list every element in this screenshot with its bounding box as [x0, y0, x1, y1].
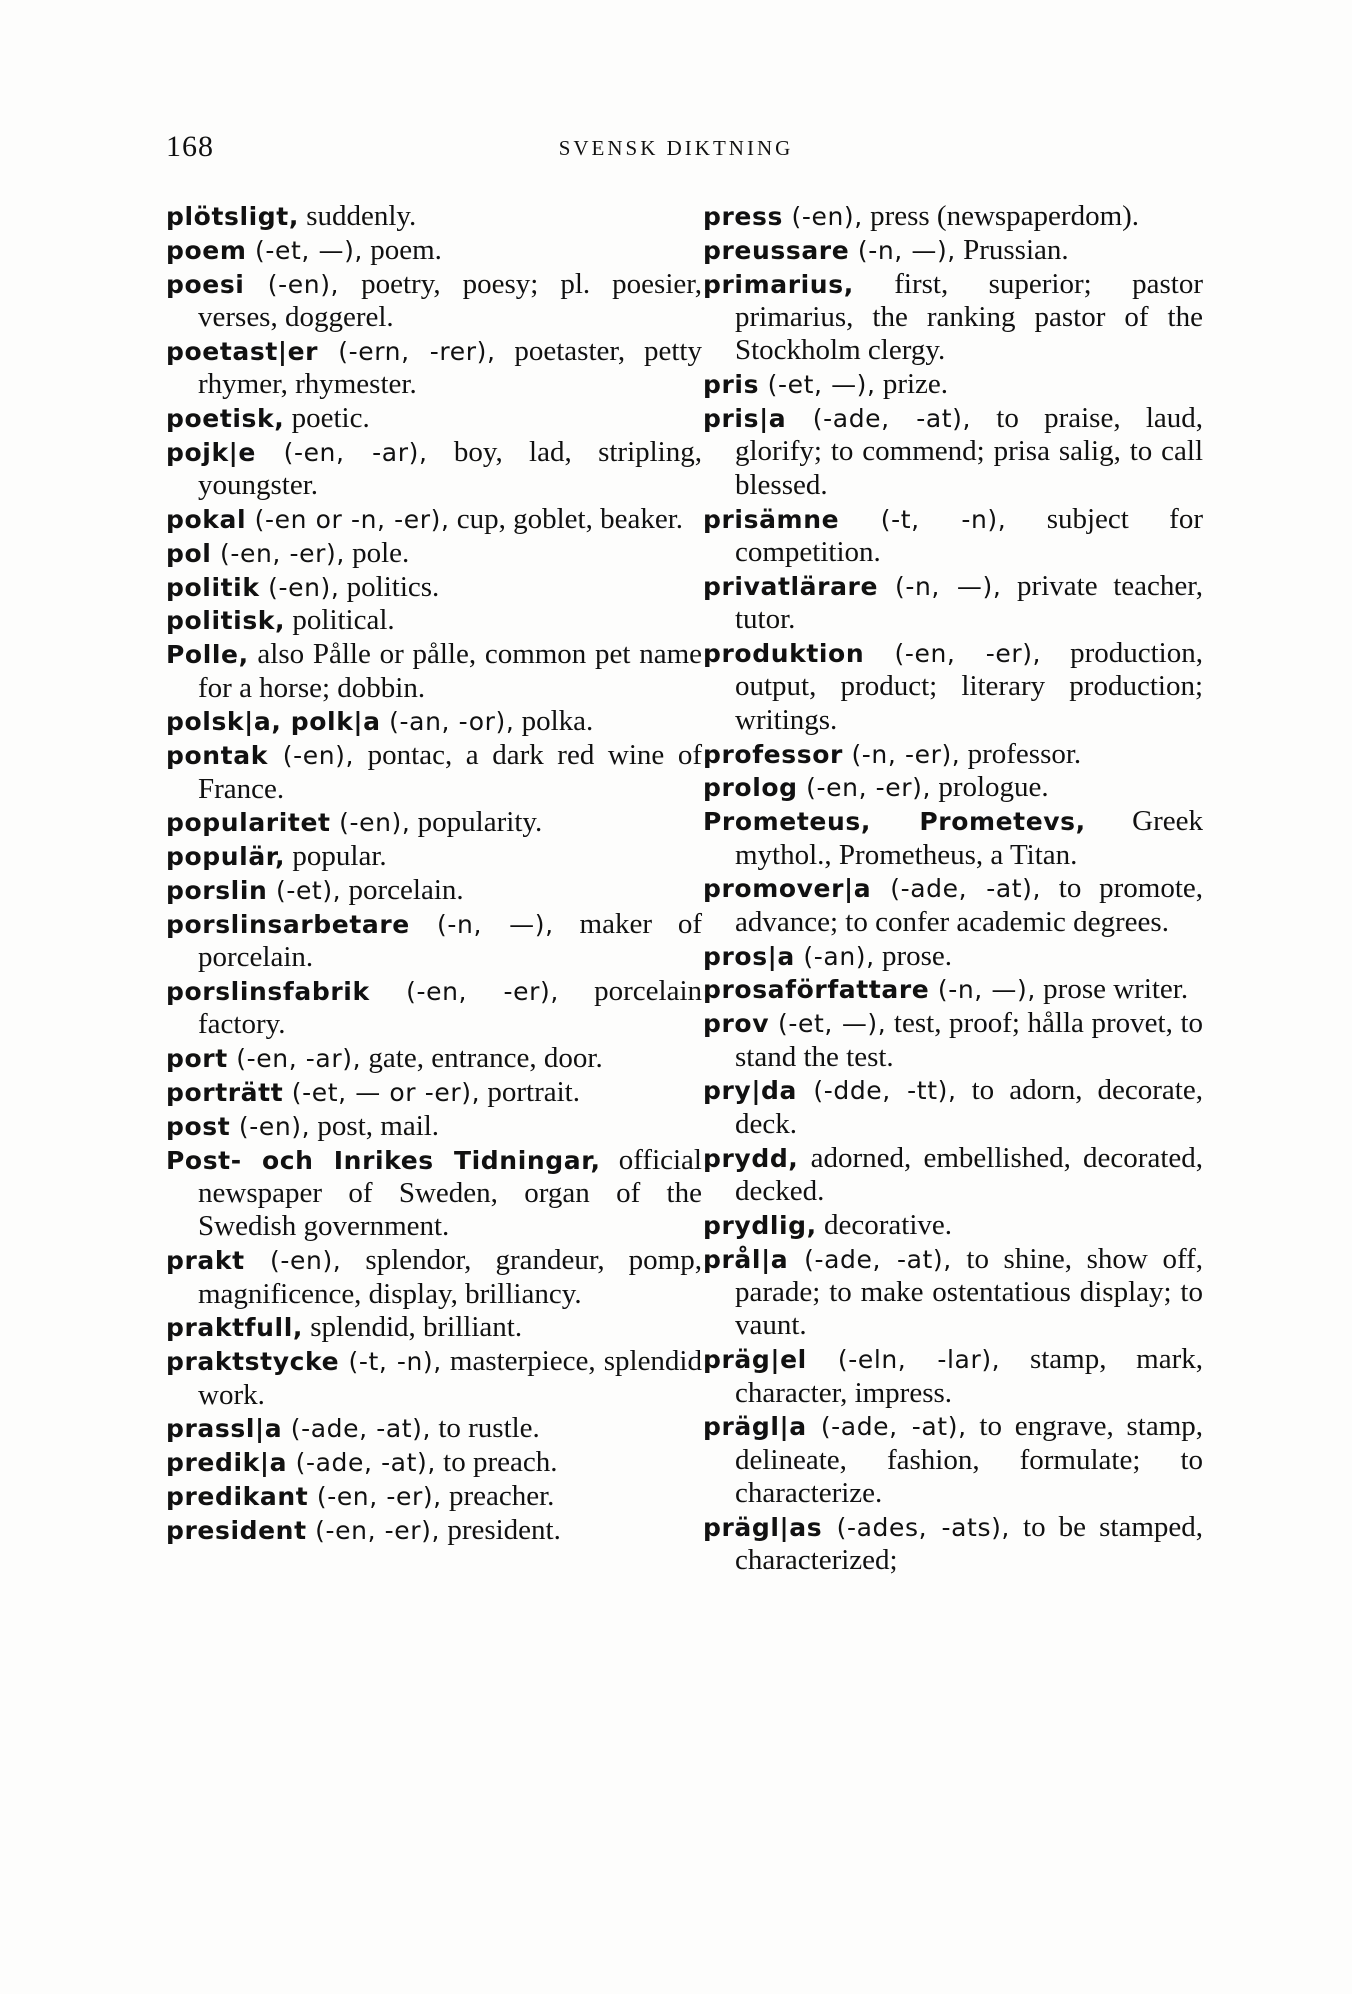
glossary-entry	[703, 872, 1203, 939]
entry-grammar: (-en, -er),	[797, 773, 932, 803]
entry-definition: to adorn, decorate, deck.	[735, 1074, 1203, 1140]
entry-definition: post, mail.	[310, 1109, 440, 1142]
entry-headword: popularitet	[166, 808, 331, 838]
entry-definition: president.	[440, 1513, 561, 1546]
entry-headword: praktfull,	[166, 1313, 303, 1343]
entry-grammar: (-ades, -ats),	[822, 1513, 1010, 1543]
entry-grammar: (-en, -ar),	[255, 437, 428, 467]
glossary-entry	[703, 1142, 1203, 1209]
entry-grammar: (-en),	[244, 269, 340, 299]
entry-grammar: (-t, -n),	[339, 1347, 442, 1377]
entry-headword: promover|a	[703, 874, 872, 904]
glossary-entry	[166, 604, 702, 637]
glossary-entry	[703, 1074, 1203, 1141]
entry-grammar: (-ade, -at),	[287, 1448, 436, 1478]
entry-definition: test, proof; hålla provet, to stand the test.	[735, 1007, 1203, 1073]
entry-definition: official newspaper of Sweden, organ of the Swedish government.	[198, 1143, 702, 1243]
entry-grammar: (-et, —),	[769, 1009, 887, 1039]
entry-definition: maker of porcelain.	[198, 907, 702, 974]
glossary-entry	[166, 1412, 702, 1445]
entry-grammar: (-et, — or -er),	[283, 1077, 481, 1107]
entry-definition: prologue.	[931, 771, 1049, 804]
entry-grammar: (-en),	[230, 1111, 311, 1141]
entry-definition: poetic.	[284, 402, 370, 434]
glossary-entry	[166, 705, 702, 738]
entry-grammar: (-dde, -tt),	[797, 1076, 957, 1106]
entry-headword: prägl|as	[703, 1513, 823, 1543]
entry-grammar: (-ern, -rer),	[318, 336, 496, 366]
glossary-entry	[166, 806, 702, 839]
glossary-entry	[703, 1243, 1203, 1343]
entry-grammar: (-ade, -at),	[871, 874, 1042, 904]
entry-headword: politik	[166, 572, 260, 602]
entry-headword: prägl|a	[703, 1412, 807, 1442]
entry-headword: prosaförfattare	[703, 975, 930, 1005]
entry-headword: polsk|a, polk|a	[166, 707, 381, 737]
running-head: SVENSK DIKTNING	[558, 136, 794, 160]
glossary-entry	[166, 1042, 702, 1075]
glossary-entry	[166, 1110, 702, 1143]
entry-headword: pris|a	[703, 404, 787, 433]
glossary-entry	[703, 637, 1203, 737]
entry-grammar: (-ade, -at),	[282, 1414, 432, 1444]
entry-headword: poem	[166, 235, 247, 265]
entry-definition: to be stamped, characterized;	[735, 1511, 1203, 1577]
entry-grammar: (-n, -er),	[842, 739, 961, 769]
entry-definition: Prussian.	[955, 233, 1069, 266]
page-header	[0, 130, 1352, 170]
entry-grammar: (-en, -er),	[306, 1515, 441, 1545]
entry-headword: prydd,	[703, 1143, 799, 1173]
glossary-entry	[703, 368, 1203, 401]
entry-grammar: (-eln, -lar),	[806, 1345, 1001, 1375]
entry-headword: prolog	[703, 773, 798, 803]
entry-definition: boy, lad, stripling, youngster.	[198, 435, 702, 502]
entry-headword: president	[166, 1515, 307, 1545]
glossary-entry	[703, 771, 1203, 804]
entry-headword: port	[166, 1044, 228, 1074]
entry-headword: prakt	[166, 1246, 245, 1276]
entry-headword: präg|el	[703, 1345, 807, 1375]
entry-grammar: (-en),	[259, 572, 340, 602]
entry-headword: professor	[703, 739, 843, 769]
glossary-entry	[703, 738, 1203, 771]
entry-headword: prål|a	[703, 1244, 789, 1274]
entry-headword: prov	[703, 1009, 770, 1039]
entry-definition: splendor, grandeur, pomp, magnificence, display, brilliancy.	[198, 1244, 702, 1310]
entry-grammar: (-et, —),	[759, 370, 876, 400]
glossary-entry	[703, 402, 1203, 502]
entry-definition: preacher.	[441, 1479, 555, 1512]
entry-definition: porcelain.	[341, 873, 464, 906]
glossary-entry	[703, 268, 1203, 368]
entry-headword: predik|a	[166, 1448, 288, 1478]
entry-definition: subject for competition.	[735, 502, 1203, 569]
entry-definition: poetaster, petty rhymer, rhymester.	[198, 334, 702, 401]
entry-headword: predikant	[166, 1481, 309, 1511]
glossary-entry	[166, 503, 702, 536]
entry-headword: pontak	[166, 741, 268, 771]
entry-headword: politisk,	[166, 606, 286, 636]
entry-headword: primarius,	[703, 269, 854, 299]
glossary-entry	[166, 1244, 702, 1311]
entry-headword: prisämne	[703, 504, 840, 534]
glossary-entry	[166, 1345, 702, 1412]
entry-definition: private teacher, tutor.	[735, 569, 1203, 636]
glossary-entry	[166, 1514, 702, 1547]
glossary-entry	[166, 1076, 702, 1109]
entry-definition: production, output, product; literary production; writings.	[735, 637, 1203, 736]
entry-definition: decorative.	[816, 1208, 953, 1241]
glossary-entry	[166, 1311, 702, 1344]
entry-grammar: (-an, -or),	[380, 707, 515, 737]
glossary-entry	[703, 1511, 1203, 1578]
glossary-column-left	[166, 200, 702, 1548]
entry-grammar: (-ade, -at),	[786, 404, 972, 433]
glossary-entry	[166, 571, 702, 604]
entry-grammar: (-en or -n, -er),	[246, 505, 450, 534]
entry-definition: prize.	[875, 368, 949, 401]
entry-grammar: (-en),	[330, 808, 411, 838]
entry-grammar: (-en),	[244, 1246, 342, 1276]
glossary-entry	[703, 234, 1203, 267]
entry-grammar: (-en, -er),	[369, 976, 559, 1006]
glossary-entry	[166, 402, 702, 435]
entry-headword: porslinsarbetare	[166, 909, 410, 939]
entry-grammar: (-en),	[782, 202, 863, 231]
entry-headword: porträtt	[166, 1077, 284, 1107]
glossary-entry	[703, 503, 1203, 570]
entry-headword: Polle,	[166, 640, 249, 670]
page-number: 168	[166, 130, 214, 163]
entry-definition: cup, goblet, beaker.	[449, 503, 684, 535]
glossary-entry	[166, 975, 702, 1042]
entry-definition: splendid, brilliant.	[302, 1311, 523, 1344]
entry-grammar: (-et, —),	[246, 235, 363, 265]
entry-definition: Greek mythol., Prometheus, a Titan.	[735, 805, 1203, 871]
entry-definition: to praise, laud, glorify; to commend; prisa salig, to call blessed.	[735, 402, 1204, 501]
entry-definition: porcelain factory.	[198, 974, 702, 1041]
glossary-entry	[166, 739, 702, 806]
entry-grammar: (-an),	[794, 941, 875, 971]
entry-grammar: (-et),	[267, 875, 342, 905]
entry-grammar: (-en, -er),	[211, 538, 345, 568]
glossary-entry	[166, 840, 702, 873]
entry-definition: portrait.	[480, 1075, 580, 1108]
glossary-entry	[703, 200, 1203, 233]
entry-headword: pojk|e	[166, 437, 256, 467]
entry-definition: professor.	[960, 737, 1082, 770]
entry-headword: porslin	[166, 875, 268, 905]
entry-definition: to shine, show off, parade; to make ostentatious display; to vaunt.	[735, 1242, 1203, 1342]
entry-definition: pontac, a dark red wine of France.	[198, 739, 702, 805]
entry-headword: pris	[703, 370, 760, 400]
entry-headword: populär,	[166, 842, 286, 872]
entry-headword: privatlärare	[703, 571, 879, 601]
entry-definition: to rustle.	[431, 1412, 540, 1445]
glossary-entry	[166, 874, 702, 907]
entry-headword: Post- och Inrikes Tidningar,	[166, 1145, 601, 1175]
glossary-entry	[166, 537, 702, 570]
entry-headword: preussare	[703, 235, 850, 265]
entry-definition: poetry, poesy; pl. poesier, verses, doggerel.	[198, 267, 702, 333]
entry-headword: poetisk,	[166, 404, 285, 433]
entry-grammar: (-n, —),	[409, 909, 554, 939]
glossary-entry	[703, 1007, 1203, 1074]
glossary-entry	[166, 436, 702, 503]
glossary-entry	[166, 908, 702, 975]
entry-grammar: (-en),	[267, 741, 355, 771]
glossary-entry	[166, 1144, 702, 1244]
glossary-entry	[703, 805, 1203, 872]
entry-definition: gate, entrance, door.	[361, 1042, 603, 1075]
entry-headword: pry|da	[703, 1076, 798, 1106]
glossary-entry	[166, 268, 702, 335]
glossary-entry	[703, 940, 1203, 973]
entry-definition: poem.	[362, 233, 442, 266]
entry-headword: pros|a	[703, 941, 795, 971]
entry-definition: to engrave, stamp, delineate, fashion, formulate; to characterize.	[735, 1410, 1204, 1510]
entry-definition: politics.	[339, 570, 440, 603]
glossary-entry	[703, 570, 1203, 637]
glossary-entry	[166, 638, 702, 705]
glossary-entry	[166, 335, 702, 402]
entry-grammar: (-en, -ar),	[227, 1044, 362, 1074]
entry-grammar: (-ade, -at),	[806, 1412, 967, 1442]
entry-headword: post	[166, 1111, 231, 1141]
entry-grammar: (-en, -er),	[864, 639, 1042, 669]
entry-headword: press	[703, 202, 783, 231]
entry-headword: poetast|er	[166, 336, 319, 366]
entry-grammar: (-n, —),	[929, 975, 1036, 1005]
entry-grammar: (-en, -er),	[308, 1481, 442, 1511]
glossary-entry	[166, 200, 702, 233]
entry-headword: praktstycke	[166, 1347, 340, 1377]
glossary-entry	[166, 1480, 702, 1513]
entry-definition: political.	[285, 604, 395, 637]
entry-grammar: (-t, -n),	[839, 504, 1007, 534]
entry-definition: suddenly.	[298, 200, 417, 232]
entry-definition: adorned, embellished, decorated, decked.	[735, 1141, 1203, 1208]
entry-definition: to preach.	[435, 1446, 558, 1479]
glossary-entry	[703, 1410, 1203, 1510]
entry-definition: masterpiece, splendid work.	[198, 1345, 702, 1411]
entry-grammar: (-ade, -at),	[788, 1244, 952, 1274]
entry-grammar: (-n, —),	[849, 235, 956, 265]
entry-definition: prose.	[874, 939, 953, 972]
glossary-column-right	[703, 200, 1203, 1578]
entry-headword: prydlig,	[703, 1210, 817, 1240]
entry-grammar: (-n, —),	[878, 571, 1002, 601]
entry-headword: pokal	[166, 505, 247, 534]
glossary-entry	[703, 1209, 1203, 1242]
entry-definition: popularity.	[410, 806, 543, 839]
entry-definition: polka.	[514, 705, 594, 738]
entry-definition: also Pålle or pålle, common pet name for a horse; dobbin.	[198, 638, 702, 704]
glossary-entry	[703, 973, 1203, 1006]
entry-headword: plötsligt,	[166, 202, 299, 231]
glossary-entry	[703, 1343, 1203, 1410]
entry-headword: prassl|a	[166, 1414, 283, 1444]
glossary-entry	[166, 1446, 702, 1479]
entry-definition: stamp, mark, character, impress.	[735, 1343, 1204, 1409]
entry-headword: poesi	[166, 269, 245, 299]
entry-definition: pole.	[344, 536, 410, 569]
entry-headword: produktion	[703, 639, 865, 669]
glossary-entry	[166, 234, 702, 267]
entry-headword: Prometeus, Prometevs,	[703, 807, 1086, 837]
entry-definition: to promote, advance; to confer academic degrees.	[735, 872, 1203, 938]
entry-definition: prose writer.	[1035, 973, 1189, 1006]
entry-headword: pol	[166, 538, 212, 568]
entry-headword: porslinsfabrik	[166, 976, 370, 1006]
entry-definition: first, superior; pastor primarius, the ranking pastor of the Stockholm clergy.	[735, 267, 1203, 367]
entry-definition: popular.	[285, 840, 387, 873]
entry-definition: press (newspaperdom).	[862, 200, 1140, 232]
